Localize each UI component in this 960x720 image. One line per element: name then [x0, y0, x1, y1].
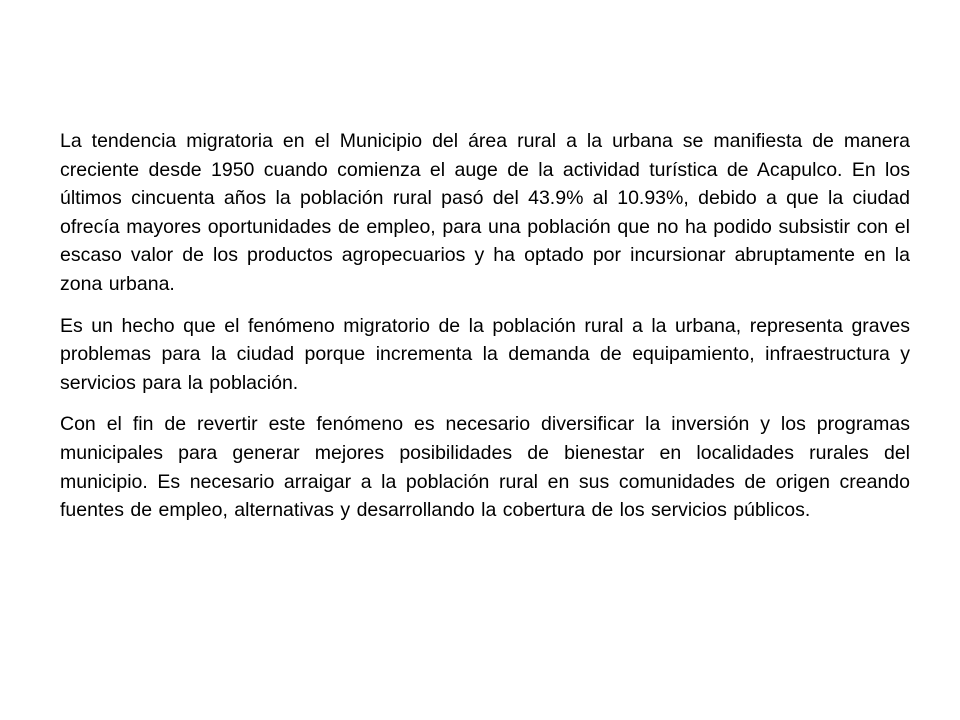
paragraph-urban-problems: Es un hecho que el fenómeno migratorio de la población rural a la urbana, representa graves problemas para la ciudad porque incrementa la demanda de equipamiento, infraestructura y servicios para la población. — [60, 314, 910, 394]
text-block — [60, 127, 910, 538]
paragraph-proposed-solution: Con el fin de revertir este fenómeno es necesario diversificar la inversión y los programas municipales para generar mejores posibilidades de bienestar en localidades rurales del municipio. Es necesario arraigar a la población rural en sus comunidades de origen creando fuentes de empleo, alternativas y desarrollando la cobertura de los servicios públicos. — [60, 413, 910, 522]
paragraph-migration-trend: La tendencia migratoria en el Municipio del área rural a la urbana se manifiesta de manera creciente desde 1950 cuando comienza el auge de la actividad turística de Acapulco. En los últimos cincuenta años la población rural pasó del 43.9% al 10.93%, debido a que la ciudad ofrecía mayores oportunidades de empleo, para una población que no ha podido subsistir con el escaso valor de los productos agropecuarios y ha optado por incursionar abruptamente en la zona urbana. — [60, 130, 910, 295]
